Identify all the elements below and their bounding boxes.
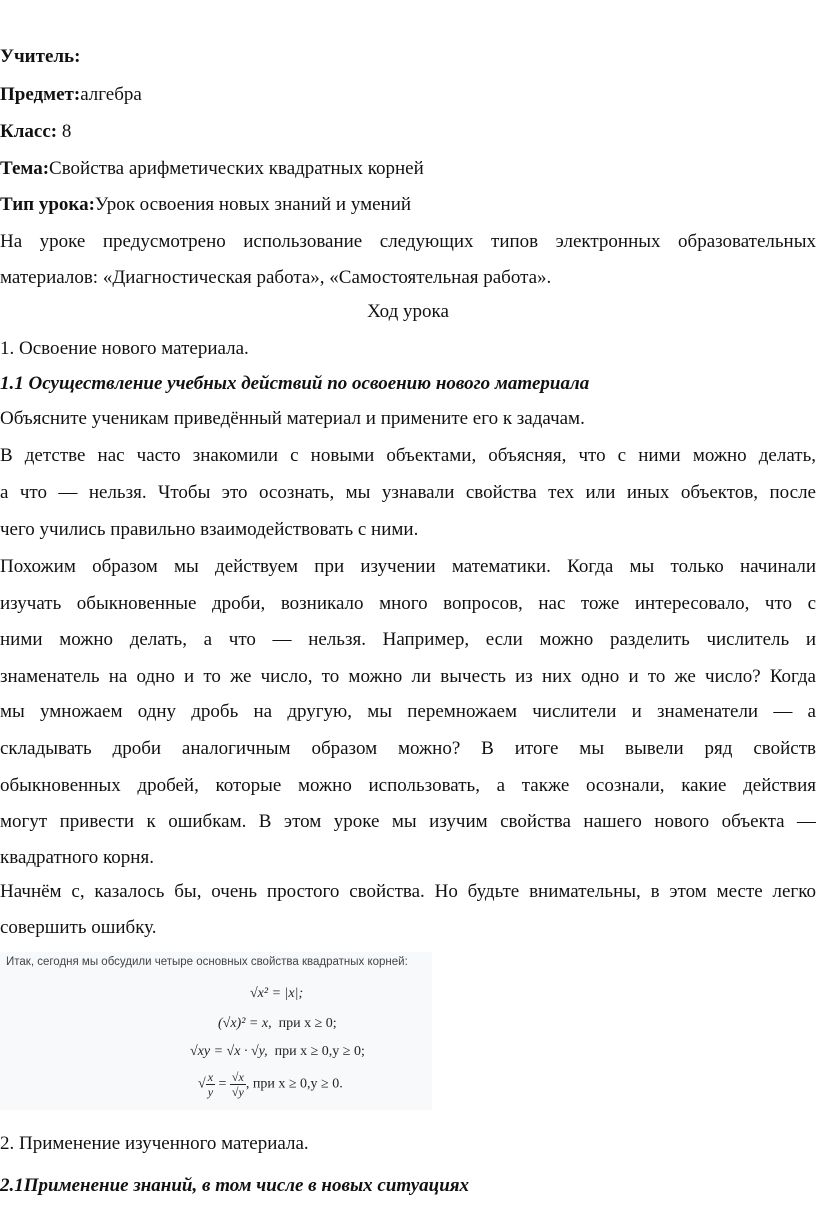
intro-line-2: материалов: «Диагностическая работа», «Самостоятельная работа». — [0, 267, 552, 288]
paragraph-line: В детстве нас часто знакомили с новыми объектами, объясняя, что с ними можно делать, — [0, 445, 816, 466]
section-title: Ход урока — [367, 301, 449, 322]
figure-title: Итак, сегодня мы обсудили четыре основных свойства квадратных корней: — [6, 956, 408, 968]
part2-heading: 2. Применение изученного материала. — [0, 1133, 309, 1154]
paragraph-line: а что — нельзя. Чтобы это осознать, мы узнавали свойства тех или иных объектов, после — [0, 482, 816, 503]
intro-line-1: На уроке предусмотрено использование следующих типов электронных образовательных — [0, 231, 816, 252]
paragraph-line: могут привести к ошибкам. В этом уроке мы изучим свойства нашего нового объекта — — [0, 811, 816, 832]
grade-value: 8 — [57, 121, 72, 142]
formula-abs: √x² = |x|; — [250, 986, 304, 1001]
lesson-type-value: Урок освоения новых знаний и умений — [94, 194, 412, 215]
formula-square: (√x)² = x, при x ≥ 0; — [218, 1016, 337, 1031]
formula-quotient: √ $\frac{x}{y}$ = $\frac{√x}{√y}$ , при x ≥ 0,y ≥ 0. — [198, 1070, 343, 1099]
subject-line — [0, 83, 142, 107]
paragraph-line: ними можно делать, а что — нельзя. Например, если можно разделить числитель и — [0, 629, 816, 650]
properties-figure — [0, 952, 432, 1110]
paragraph-line: изучать обыкновенные дроби, возникало много вопросов, нас тоже интересовало, что с — [0, 593, 816, 614]
topic-line — [0, 157, 424, 181]
paragraph-line: чего учились правильно взаимодействовать с ними. — [0, 519, 419, 540]
topic-value: Свойства арифметических квадратных корней — [49, 158, 424, 179]
paragraph-line: Похожим образом мы действуем при изучении математики. Когда мы только начинали — [0, 556, 816, 577]
paragraph-line: совершить ошибку. — [0, 917, 157, 938]
part1-instruction: Объясните ученикам приведённый материал и примените его к задачам. — [0, 408, 585, 429]
lesson-type-label: Тип урока: — [0, 194, 95, 215]
paragraph-line: Начнём с, казалось бы, очень простого свойства. Но будьте внимательны, в этом месте легко — [0, 881, 816, 902]
lesson-type-line — [0, 193, 411, 217]
part2-subheading: 2.1Применение знаний, в том числе в новых ситуациях — [0, 1175, 470, 1196]
paragraph-line: мы умножаем одну дробь на другую, мы перемножаем числители и знаменатели — а — [0, 701, 816, 722]
part1-subheading: 1.1 Осуществление учебных действий по освоению нового материала — [0, 373, 590, 394]
teacher-label: Учитель: — [0, 46, 81, 67]
paragraph-line: квадратного корня. — [0, 847, 154, 868]
paragraph-line: обыкновенных дробей, которые можно использовать, а также осознали, какие действия — [0, 775, 816, 796]
formula-product: √xy = √x · √y, при x ≥ 0,y ≥ 0; — [190, 1044, 365, 1059]
paragraph-line: складывать дроби аналогичным образом можно? В итоге мы вывели ряд свойств — [0, 738, 816, 759]
grade-line — [0, 120, 71, 144]
grade-label: Класс: — [0, 121, 58, 142]
topic-label: Тема: — [0, 158, 50, 179]
part1-heading: 1. Освоение нового материала. — [0, 338, 249, 359]
paragraph-line: знаменатель на одно и то же число, то можно ли вычесть из них одно и то же число? Когда — [0, 666, 816, 687]
subject-value: алгебра — [80, 84, 142, 105]
subject-label: Предмет: — [0, 84, 81, 105]
